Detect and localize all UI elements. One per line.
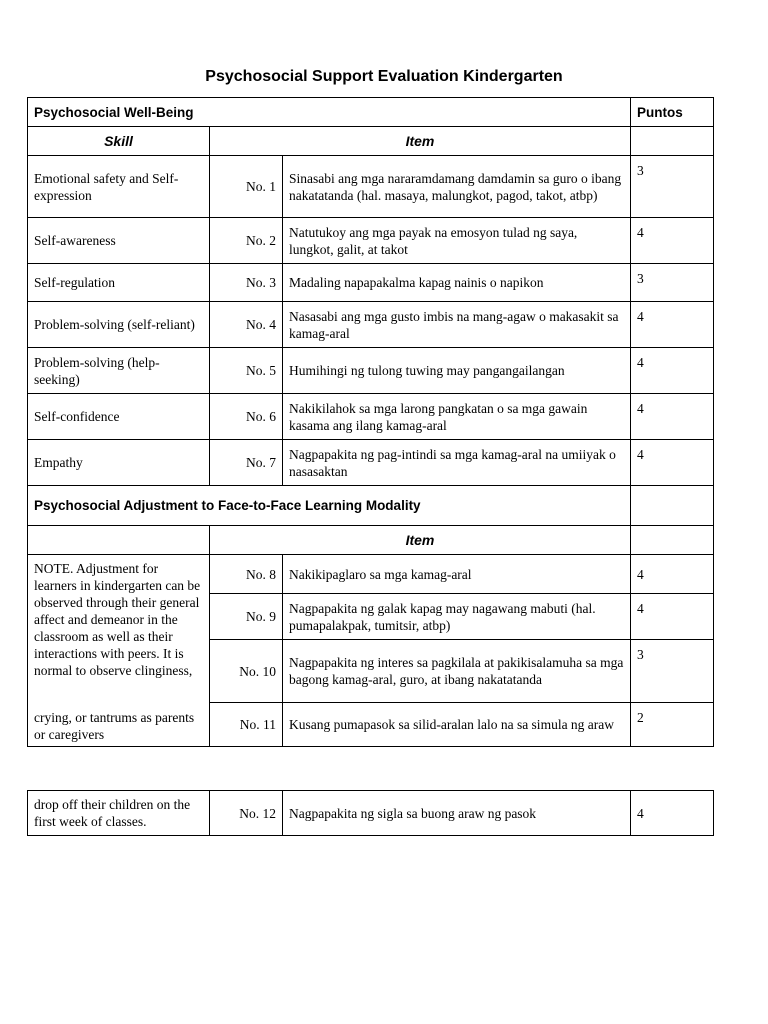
column-header-row	[28, 526, 714, 555]
item-text: Madaling napapakalma kapag nainis o napikon	[283, 264, 631, 302]
column-header-row	[28, 127, 714, 156]
points-value: 3	[631, 264, 714, 302]
item-text: Nakikilahok sa mga larong pangkatan o sa mga gawain kasama ang ilang kamag-aral	[283, 394, 631, 440]
item-text: Nakikipaglaro sa mga kamag-aral	[283, 555, 631, 594]
item-number: No. 7	[210, 440, 283, 486]
item-header: Item	[210, 526, 631, 555]
table-row	[28, 302, 714, 348]
section-header-row	[28, 486, 714, 526]
item-header: Item	[210, 127, 631, 156]
skill-cell: Self-confidence	[28, 394, 210, 440]
item-text: Nasasabi ang mga gusto imbis na mang-agaw o makasakit sa kamag-aral	[283, 302, 631, 348]
section-header-row	[28, 98, 714, 127]
item-number: No. 9	[210, 594, 283, 640]
points-value: 2	[631, 703, 714, 747]
table-row	[28, 791, 714, 836]
skill-cell: Empathy	[28, 440, 210, 486]
item-text: Nagpapakita ng pag-intindi sa mga kamag-aral na umiiyak o nasasaktan	[283, 440, 631, 486]
item-text: Humihingi ng tulong tuwing may pangangailangan	[283, 348, 631, 394]
item-text: Nagpapakita ng sigla sa buong araw ng pasok	[283, 791, 631, 836]
points-value: 4	[631, 348, 714, 394]
points-value: 4	[631, 218, 714, 264]
table-row	[28, 440, 714, 486]
section-heading-wellbeing: Psychosocial Well-Being	[28, 98, 631, 127]
item-number: No. 12	[210, 791, 283, 836]
empty-cell	[631, 127, 714, 156]
table-row	[28, 348, 714, 394]
points-value: 3	[631, 156, 714, 218]
evaluation-table-continued	[27, 790, 714, 836]
item-number: No. 2	[210, 218, 283, 264]
points-value: 4	[631, 555, 714, 594]
document-title: Psychosocial Support Evaluation Kindergarten	[205, 68, 563, 85]
item-number: No. 3	[210, 264, 283, 302]
item-text: Nagpapakita ng galak kapag may nagawang mabuti (hal. pumapalakpak, tumitsir, atbp)	[283, 594, 631, 640]
item-number: No. 4	[210, 302, 283, 348]
points-value: 3	[631, 640, 714, 703]
skill-cell: Self-regulation	[28, 264, 210, 302]
skill-cell: Self-awareness	[28, 218, 210, 264]
item-number: No. 1	[210, 156, 283, 218]
points-value: 4	[631, 440, 714, 486]
item-number: No. 10	[210, 640, 283, 703]
item-number: No. 11	[210, 703, 283, 747]
evaluation-table	[27, 97, 714, 747]
skill-cell: Problem-solving (self-reliant)	[28, 302, 210, 348]
item-text: Natutukoy ang mga payak na emosyon tulad ng saya, lungkot, galit, at takot	[283, 218, 631, 264]
table-row	[28, 264, 714, 302]
item-text: Sinasabi ang mga nararamdamang damdamin sa guro o ibang nakatatanda (hal. masaya, malungkot, pagod, takot, atbp)	[283, 156, 631, 218]
skill-header: Skill	[28, 127, 210, 156]
points-value: 4	[631, 791, 714, 836]
points-value: 4	[631, 594, 714, 640]
empty-cell	[631, 526, 714, 555]
item-text: Nagpapakita ng interes sa pagkilala at pakikisalamuha sa mga bagong kamag-aral, guro, at ibang nakatatanda	[283, 640, 631, 703]
empty-cell	[631, 486, 714, 526]
points-value: 4	[631, 302, 714, 348]
table-row	[28, 555, 714, 594]
table-row	[28, 156, 714, 218]
empty-cell	[28, 526, 210, 555]
item-number: No. 8	[210, 555, 283, 594]
note-text-continued: crying, or tantrums as parents or caregivers	[28, 703, 210, 747]
note-text-end: drop off their children on the first week of classes.	[28, 791, 210, 836]
skill-cell: Problem-solving (help-seeking)	[28, 348, 210, 394]
points-value: 4	[631, 394, 714, 440]
item-text: Kusang pumapasok sa silid-aralan lalo na sa simula ng araw	[283, 703, 631, 747]
note-text: NOTE. Adjustment for learners in kindergarten can be observed through their general affect and demeanor in the classroom as well as their interactions with peers. It is normal to observe clinginess,	[28, 555, 210, 703]
item-number: No. 5	[210, 348, 283, 394]
table-row	[28, 703, 714, 747]
table-row	[28, 394, 714, 440]
item-number: No. 6	[210, 394, 283, 440]
table-row	[28, 218, 714, 264]
section-heading-adjustment: Psychosocial Adjustment to Face-to-Face Learning Modality	[28, 486, 631, 526]
points-header: Puntos	[631, 98, 714, 127]
skill-cell: Emotional safety and Self-expression	[28, 156, 210, 218]
